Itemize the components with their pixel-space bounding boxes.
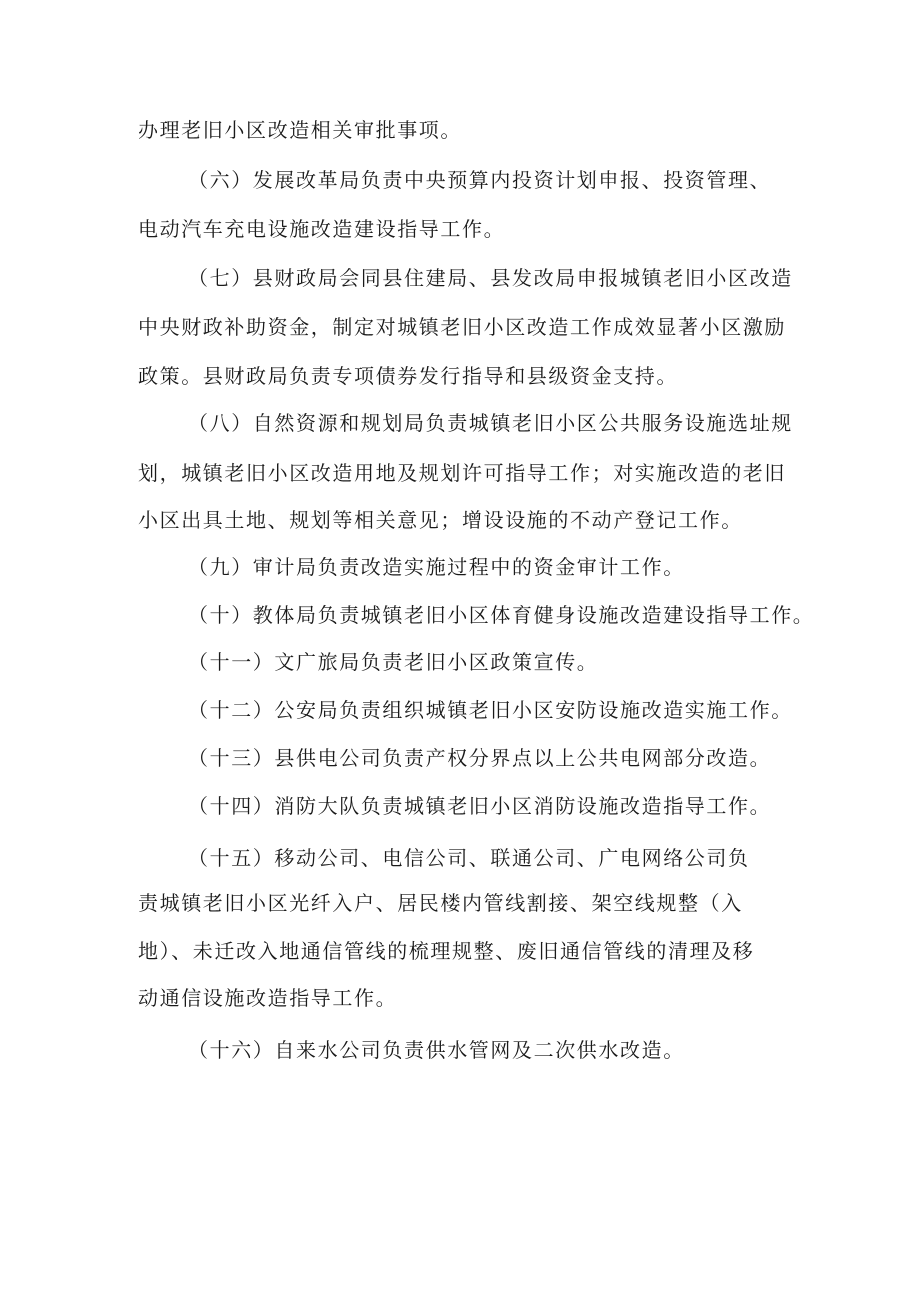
text-line: （十二）公安局负责组织城镇老旧小区安防设施改造实施工作。 [188, 698, 793, 722]
text-line: （七）县财政局会同县住建局、县发改局申报城镇老旧小区改造 [188, 266, 793, 290]
text-line: （十六）自来水公司负责供水管网及二次供水改造。 [188, 1038, 685, 1062]
text-line: 小区出具土地、规划等相关意见；增设设施的不动产登记工作。 [138, 508, 743, 532]
text-line: 地）、未迁改入地通信管线的梳理规整、废旧通信管线的清理及移 [138, 939, 755, 963]
text-line: （八）自然资源和规划局负责城镇老旧小区公共服务设施选址规 [188, 411, 793, 435]
text-line: （十三）县供电公司负责产权分界点以上公共电网部分改造。 [188, 746, 772, 770]
text-line: （十一）文广旅局负责老旧小区政策宣传。 [188, 650, 599, 674]
text-line: 中央财政补助资金，制定对城镇老旧小区改造工作成效显著小区激励 [138, 315, 786, 339]
text-line: 政策。县财政局负责专项债券发行指导和县级资金支持。 [138, 364, 678, 388]
text-line: 划，城镇老旧小区改造用地及规划许可指导工作；对实施改造的老旧 [138, 461, 786, 485]
text-line: 电动汽车充电设施改造建设指导工作。 [138, 217, 506, 241]
text-line: （十）教体局负责城镇老旧小区体育健身设施改造建设指导工作。 [188, 603, 815, 627]
text-line: （十四）消防大队负责城镇老旧小区消防设施改造指导工作。 [188, 794, 772, 818]
text-line: （六）发展改革局负责中央预算内投资计划申报、投资管理、 [188, 168, 772, 192]
text-line: 办理老旧小区改造相关审批事项。 [138, 118, 462, 142]
text-line: 动通信设施改造指导工作。 [138, 986, 398, 1010]
text-line: （九）审计局负责改造实施过程中的资金审计工作。 [188, 555, 685, 579]
text-line: 责城镇老旧小区光纤入户、居民楼内管线割接、架空线规整（入 [138, 891, 743, 915]
text-line: （十五）移动公司、电信公司、联通公司、广电网络公司负 [188, 846, 750, 870]
